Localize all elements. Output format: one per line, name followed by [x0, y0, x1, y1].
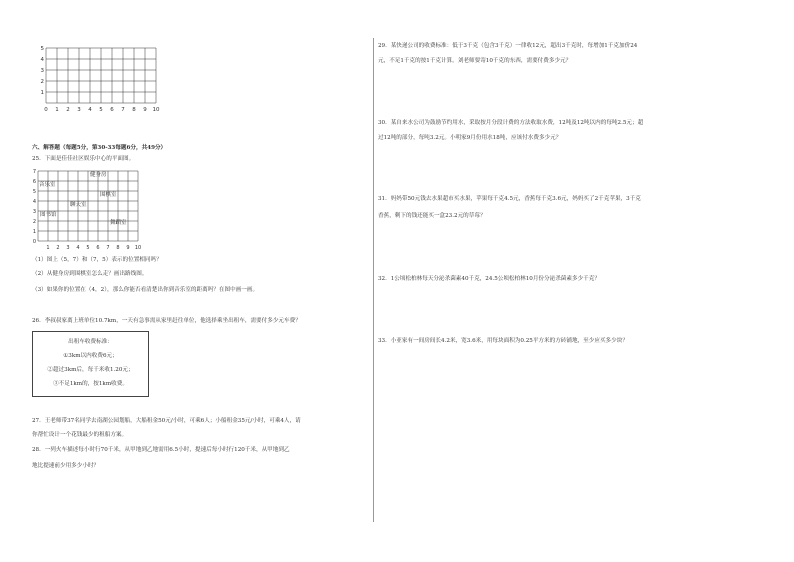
taxi-fare-rule-3: ③不足1km的，按1km收费。 — [53, 381, 128, 387]
question-29-line-1: 29．某快递公司的收费标准：低于3千克（包含3千克）一律收12元，超出3千克时，每增加1千克加价24 — [378, 43, 638, 49]
grid1-y-label: 1 — [40, 90, 44, 96]
question-31-line-1: 31．妈妈带50元钱去水果超市买水果，苹果每千克4.5元，香蕉每千克3.6元，妈妈买了2千克苹果，3千克 — [378, 196, 641, 202]
question-33-text: 33．小亚家有一间房间长4.2米，宽3.6米，用每块面积为0.25平方米的方砖铺地，至少应买多少块？ — [378, 338, 628, 344]
map-x-label: 7 — [106, 245, 110, 251]
grid1-x-label: 3 — [77, 107, 81, 113]
question-30-line-2: 过12吨的部分，每吨3.2元。小明家9月份用水18吨，应该付水费多少元？ — [378, 135, 562, 141]
map-y-label: 4 — [32, 199, 36, 205]
taxi-fare-rule-1: ①3km以内收费6元； — [63, 353, 118, 359]
question-29-line-2: 元，不足1千克的按1千克计算。刘老师要寄10千克的东西，需要付费多少元？ — [378, 58, 572, 64]
column-divider — [373, 38, 374, 522]
map-x-label: 8 — [116, 245, 120, 251]
grid1-x-label: 9 — [143, 107, 147, 113]
grid1-x-label: 8 — [132, 107, 136, 113]
grid1-x-label: 4 — [88, 107, 92, 113]
map-y-label: 3 — [32, 209, 36, 215]
map-y-label: 6 — [32, 179, 36, 185]
room-go: 围棋室 — [100, 192, 117, 198]
question-25-sub-2: （2）从健身房到围棋室怎么走？画出路线图。 — [32, 271, 148, 277]
map-y-label: 1 — [32, 229, 36, 235]
question-25-sub-1: （1）图上（5，7）和（7，5）表示的位置相同吗？ — [32, 257, 162, 263]
activity-center-map — [30, 167, 140, 253]
map-x-label: 3 — [66, 245, 70, 251]
room-library: 图书馆 — [40, 212, 57, 218]
room-music: 音乐室 — [39, 182, 56, 188]
grid1-x-label: 2 — [66, 107, 70, 113]
question-31-line-2: 香蕉，剩下的钱还能买一盒23.2元的草莓？ — [378, 213, 486, 219]
grid1-y-label: 3 — [40, 68, 44, 74]
map-y-label: 2 — [32, 219, 36, 225]
grid1-x-label: 7 — [121, 107, 125, 113]
taxi-fare-box — [32, 331, 149, 397]
map-x-label: 1 — [46, 245, 50, 251]
map-x-label: 10 — [134, 245, 142, 251]
map-y-label: 5 — [32, 189, 36, 195]
grid1-x-label: 6 — [110, 107, 114, 113]
question-32-text: 32．1公顷松柏林每天分泌杀菌素40千克，24.5公顷松柏林10月份分泌杀菌素多少千克？ — [378, 276, 600, 282]
question-26-text: 26．李叔叔家离上班单位10.7km，一天有急事需从家里赶往单位，他选择乘坐出租车，需要付多少元车费？ — [32, 318, 301, 324]
question-25-sub-3: （3）如果你的位置在（4，2），那么你能否看清楚出你到音乐室的距离吗？在图中画一画。 — [32, 287, 259, 293]
question-28-line-2: 地比提速前少用多少小时？ — [32, 463, 100, 469]
question-25-text: 25．下面是佳佳社区娱乐中心的平面图。 — [32, 156, 135, 162]
taxi-fare-title: 出租车收费标准： — [68, 339, 113, 345]
map-x-label: 5 — [86, 245, 90, 251]
grid1-y-label: 4 — [40, 57, 44, 63]
coordinate-grid-1 — [36, 42, 168, 114]
grid1-x-label: 0 — [44, 107, 48, 113]
room-dance: 舞蹈室 — [110, 220, 127, 226]
grid1-x-label: 10 — [152, 107, 160, 113]
grid1-y-label: 2 — [40, 79, 44, 85]
taxi-fare-rule-2: ②超过3km后，每千米收1.20元； — [47, 367, 134, 373]
question-27-line-2: 你帮忙设计一个花钱最少的租船方案。 — [32, 432, 128, 438]
grid1-y-label: 5 — [40, 46, 44, 52]
map-x-label: 9 — [126, 245, 130, 251]
grid1-x-label: 1 — [55, 107, 59, 113]
map-y-label: 7 — [32, 169, 36, 175]
map-x-label: 6 — [96, 245, 100, 251]
section-6-heading: 六、解答题（每题5分，第30-33每题6分，共49分） — [32, 145, 167, 151]
map-x-label: 2 — [56, 245, 60, 251]
question-27-line-1: 27．王老师带37名同学去南湖公园划船，大船租金50元/小时，可乘6人；小船租金35元/小时，可乘4人，请 — [32, 418, 301, 424]
question-30-line-1: 30．某自来水公司为鼓励节约用水，采取按月分段计费的方法收取水费，12吨及12吨以内的每吨2.5元；超 — [378, 120, 644, 126]
question-28-line-1: 28．一列火车描述每小时行70千米，从甲地到乙地需用6.5小时，提速后每小时行120千米，从甲地到乙 — [32, 447, 290, 453]
map-x-label: 4 — [76, 245, 80, 251]
map-y-label: 0 — [32, 239, 36, 245]
grid1-x-label: 5 — [99, 107, 103, 113]
room-chat: 聊天室 — [70, 202, 87, 208]
room-gym: 健身房 — [90, 172, 107, 178]
